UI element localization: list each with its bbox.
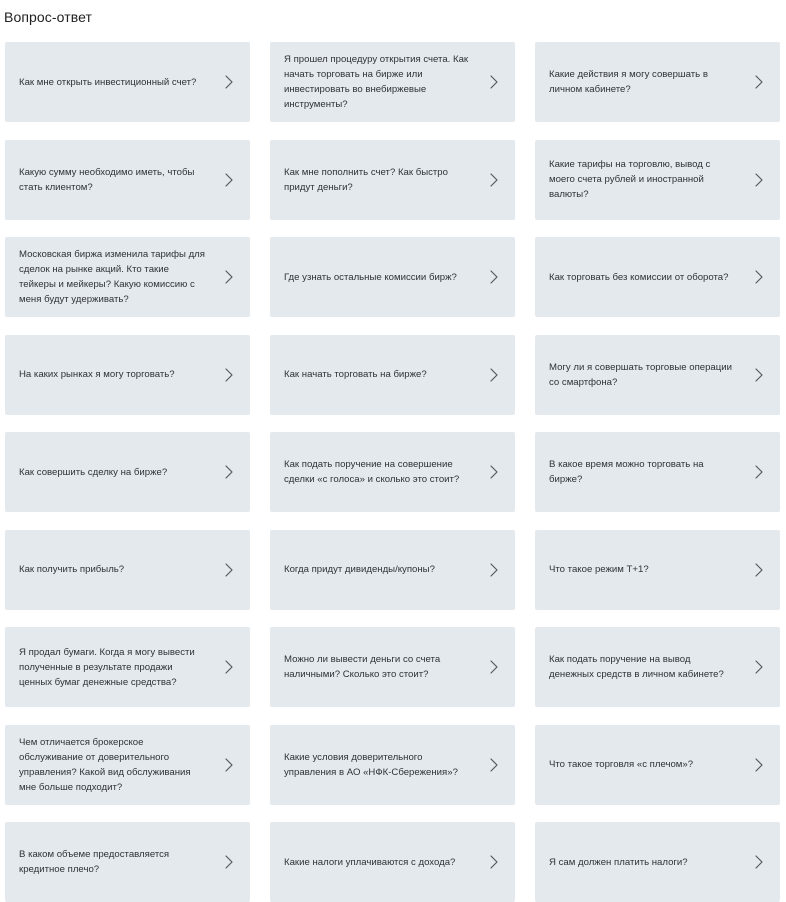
faq-card-9[interactable]: [535, 237, 780, 317]
faq-question: Чем отличается брокерское обслуживание от доверительного управления? Какой вид обслуживания мне больше подходит?: [19, 736, 191, 793]
faq-card-19[interactable]: [5, 627, 250, 707]
chevron-right-icon: [489, 660, 499, 674]
chevron-right-icon: [489, 855, 499, 869]
faq-question: Какие действия я могу совершать в личном кабинете?: [549, 69, 708, 95]
faq-question: Московская биржа изменила тарифы для сделок на рынке акций. Кто такие тейкеры и мейкеры? Какую комиссию с меня будут удерживать?: [19, 249, 205, 305]
chevron-right-icon: [224, 563, 234, 577]
faq-question: Как подать поручение на вывод денежных средств в личном кабинете?: [549, 654, 724, 680]
chevron-right-icon: [754, 270, 764, 284]
faq-card-7[interactable]: [5, 237, 250, 317]
chevron-right-icon: [489, 173, 499, 187]
faq-question: В каком объеме предоставляется кредитное плечо?: [19, 849, 170, 875]
chevron-right-icon: [754, 758, 764, 772]
faq-card-6[interactable]: [535, 140, 780, 220]
faq-card-22[interactable]: [5, 725, 250, 805]
chevron-right-icon: [489, 563, 499, 577]
page-title: Вопрос-ответ: [4, 9, 93, 25]
faq-question: Можно ли вывести деньги со счета наличными? Сколько это стоит?: [284, 654, 441, 680]
chevron-right-icon: [754, 368, 764, 382]
faq-card-15[interactable]: [535, 432, 780, 512]
faq-card-4[interactable]: [5, 140, 250, 220]
chevron-right-icon: [754, 75, 764, 89]
faq-question: Что такое торговля «с плечом»?: [549, 759, 694, 770]
chevron-right-icon: [224, 465, 234, 479]
faq-card-10[interactable]: [5, 335, 250, 415]
faq-card-14[interactable]: [270, 432, 515, 512]
faq-question: Когда придут дивиденды/купоны?: [284, 564, 435, 575]
faq-card-11[interactable]: [270, 335, 515, 415]
chevron-right-icon: [224, 270, 234, 284]
faq-card-24[interactable]: [535, 725, 780, 805]
chevron-right-icon: [224, 173, 234, 187]
faq-question: Как совершить сделку на бирже?: [19, 466, 168, 478]
chevron-right-icon: [754, 465, 764, 479]
faq-card-18[interactable]: [535, 530, 780, 610]
chevron-right-icon: [754, 173, 764, 187]
chevron-right-icon: [489, 270, 499, 284]
faq-question: Какие тарифы на торговлю, вывод с моего счета рублей и иностранной валюты?: [549, 159, 711, 200]
faq-question: Как мне пополнить счет? Как быстро придут деньги?: [284, 166, 448, 193]
chevron-right-icon: [224, 660, 234, 674]
faq-question: Что такое режим Т+1?: [549, 564, 649, 575]
chevron-right-icon: [754, 660, 764, 674]
faq-card-1[interactable]: [5, 42, 250, 122]
faq-grid: [5, 42, 780, 902]
chevron-right-icon: [224, 758, 234, 772]
chevron-right-icon: [224, 855, 234, 869]
chevron-right-icon: [224, 368, 234, 382]
faq-question: Я продал бумаги. Когда я могу вывести полученные в результате продажи ценных бумаг денежные средства?: [19, 646, 195, 688]
faq-card-8[interactable]: [270, 237, 515, 317]
faq-card-27[interactable]: [535, 822, 780, 902]
chevron-right-icon: [489, 75, 499, 89]
faq-card-25[interactable]: [5, 822, 250, 902]
faq-question: Как торговать без комиссии от оборота?: [549, 271, 729, 283]
faq-question: В какое время можно торговать на бирже?: [549, 459, 704, 485]
chevron-right-icon: [754, 563, 764, 577]
faq-card-3[interactable]: [535, 42, 780, 122]
faq-question: Где узнать остальные комиссии бирж?: [284, 271, 457, 283]
faq-question: Я прошел процедуру открытия счета. Как начать торговать на бирже или инвестировать во внебиржевые инструменты?: [284, 54, 469, 110]
faq-question: Как подать поручение на совершение сделки «с голоса» и сколько это стоит?: [284, 459, 460, 485]
faq-question: Какие налоги уплачиваются с дохода?: [284, 856, 456, 868]
faq-card-16[interactable]: [5, 530, 250, 610]
chevron-right-icon: [224, 75, 234, 89]
faq-question: Какие условия доверительного управления в АО «НФК-Сбережения»?: [284, 751, 458, 778]
faq-question: Как получить прибыль?: [19, 564, 125, 575]
faq-card-21[interactable]: [535, 627, 780, 707]
faq-question: Какую сумму необходимо иметь, чтобы стать клиентом?: [19, 166, 195, 193]
faq-question: Как мне открыть инвестиционный счет?: [19, 76, 197, 88]
faq-card-23[interactable]: [270, 725, 515, 805]
faq-question: Могу ли я совершать торговые операции со смартфона?: [549, 361, 732, 388]
faq-card-20[interactable]: [270, 627, 515, 707]
faq-card-17[interactable]: [270, 530, 515, 610]
chevron-right-icon: [489, 465, 499, 479]
faq-card-2[interactable]: [270, 42, 515, 122]
chevron-right-icon: [489, 758, 499, 772]
faq-question: На каких рынках я могу торговать?: [19, 369, 175, 380]
faq-card-13[interactable]: [5, 432, 250, 512]
faq-card-5[interactable]: [270, 140, 515, 220]
faq-card-26[interactable]: [270, 822, 515, 902]
faq-card-12[interactable]: [535, 335, 780, 415]
faq-question: Я сам должен платить налоги?: [549, 856, 688, 868]
chevron-right-icon: [489, 368, 499, 382]
faq-question: Как начать торговать на бирже?: [284, 369, 427, 380]
chevron-right-icon: [754, 855, 764, 869]
